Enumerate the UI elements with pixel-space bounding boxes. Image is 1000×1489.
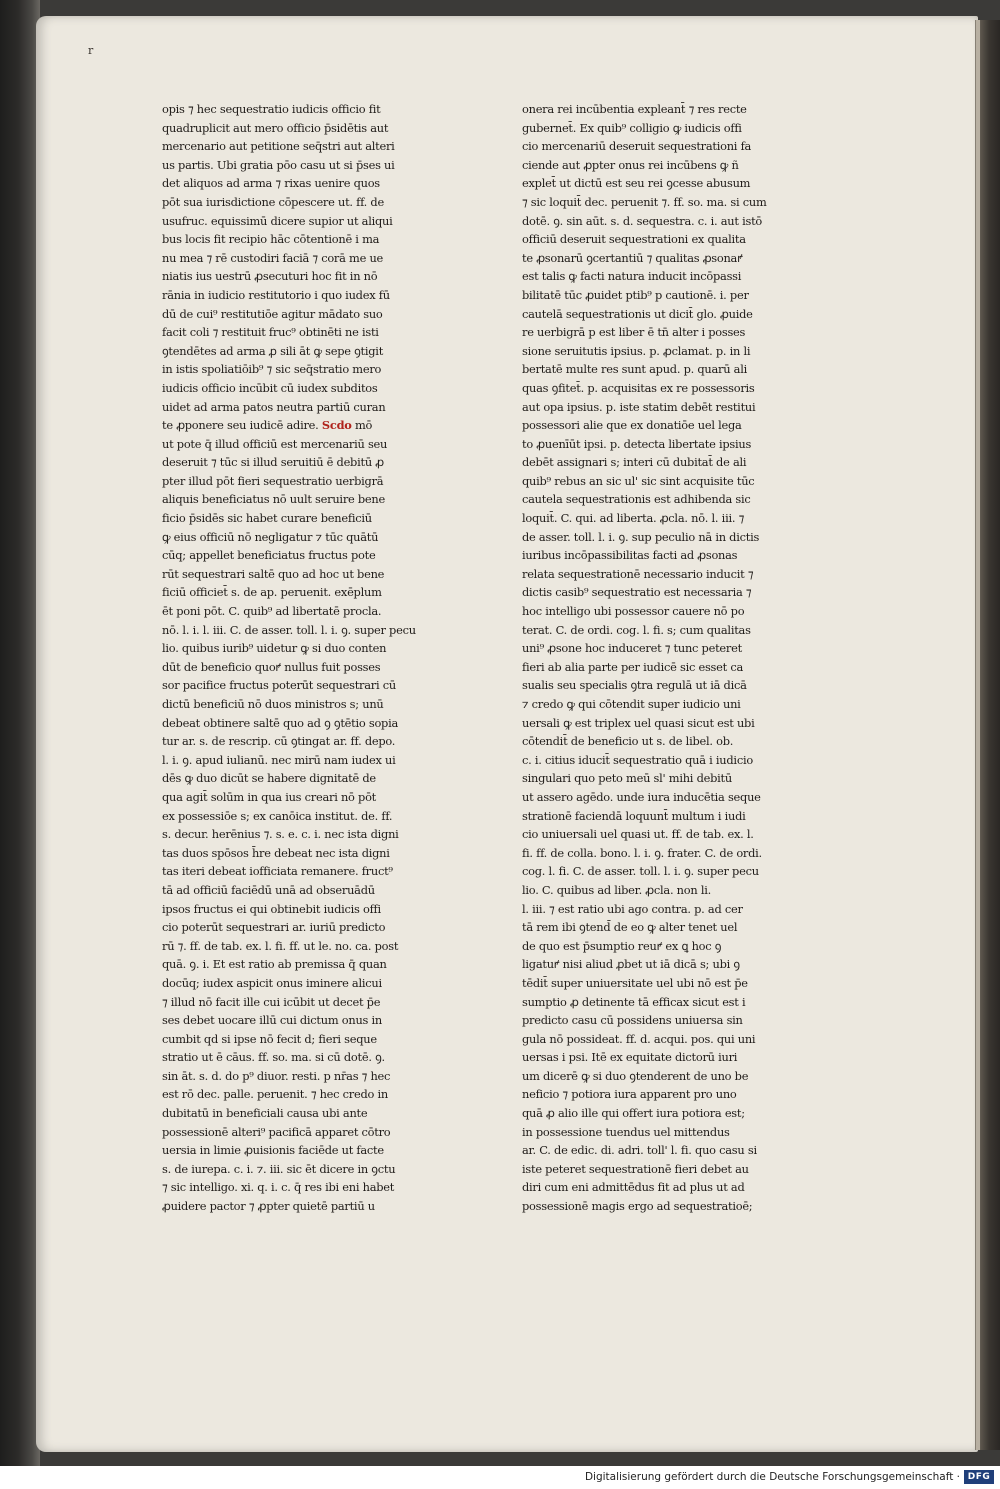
right-column-line: aut opa ipsius. p. iste statim debēt restitui xyxy=(522,399,756,414)
left-column-line: us partis. Ubi gratia pōo casu ut si p̄ses ui xyxy=(162,157,395,172)
left-column-line: cio poterūt sequestrari ar. iuriū predicto xyxy=(162,920,386,935)
right-column-line: ligatuꝵ nisi aliud ꝓbet ut iā dicā s; ubi ꝯ xyxy=(522,957,740,972)
left-column-line: dubitatū in beneficiali causa ubi ante xyxy=(162,1106,368,1121)
right-column-line: hoc intelligo ubi possessor cauere nō po xyxy=(522,604,745,619)
left-column-line: lio. quibus iurib⁹ uidetur ꝙ si duo conten xyxy=(162,641,387,656)
left-column-line: det aliquos ad arma ⁊ rixas uenire quos xyxy=(162,176,380,191)
right-column-line: ciende aut ꝓpter onus rei incūbens ꝙ ñ xyxy=(522,157,739,172)
left-column-line: ēt poni pōt. C. quib⁹ ad libertatē procla. xyxy=(162,604,382,619)
left-text-column xyxy=(162,100,434,1216)
left-column-line: bus locis fit recipio hāc cōtentionē i ma xyxy=(162,232,380,247)
left-column-line xyxy=(162,416,434,435)
right-column-line: bilitatē tūc ꝓuidet ptib⁹ p cautionē. i. per xyxy=(522,287,749,302)
line-text: te ꝓponere seu iudicē adire. xyxy=(162,418,322,433)
left-column-line: rū ⁊. ff. de tab. ex. l. fi. ff. ut le. no. ca. post xyxy=(162,938,399,953)
right-column-line: c. i. citius iducit̄ sequestratio quā i iudicio xyxy=(522,752,753,767)
right-column-line: sione seruitutis ipsius. p. ꝓclamat. p. in li xyxy=(522,343,751,358)
right-column-line: tēdit̄ super uniuersitate uel ubi nō est p̄e xyxy=(522,975,748,990)
right-column-line: onera rei incūbentia expleant̄ ⁊ res recte xyxy=(522,102,747,116)
left-column-line: ex possessiōe s; ex canōica institut. de. ff. xyxy=(162,808,393,823)
left-column-line: aliquis beneficiatus nō uult seruire bene xyxy=(162,492,385,507)
right-column-line: debēt assignari s; interi cū dubitat̄ de ali xyxy=(522,455,747,470)
left-column-line: ⁊ illud nō facit ille cui icūbit ut decet p̄e xyxy=(162,994,381,1009)
right-column-line: possessionē magis ergo ad sequestratioē; xyxy=(522,1199,753,1214)
right-column-line: terat. C. de ordi. cog. l. fi. s; cum qualitas xyxy=(522,622,751,637)
right-column-line: diri cum eni admittēdus fit ad plus ut ad xyxy=(522,1180,745,1195)
right-column-line: ar. C. de edic. di. adri. toll' l. fi. quo casu si xyxy=(522,1143,757,1158)
left-column-line: opis ⁊ hec sequestratio iudicis officio fit xyxy=(162,102,381,116)
left-column-line: l. i. ꝯ. apud iulianū. nec mirū nam iudex ui xyxy=(162,752,396,767)
right-column-line: cautelā sequestrationis ut dicit̄ glo. ꝓuide xyxy=(522,306,753,321)
left-column-line: in istis spoliatiōib⁹ ⁊ sic seq̄stratio mero xyxy=(162,362,382,377)
right-column-line: uersali ꝙ est triplex uel quasi sicut est ubi xyxy=(522,715,755,730)
left-column-line: rūt sequestrari saltē quo ad hoc ut bene xyxy=(162,566,385,581)
left-column-line: tas iteri debeat iofficiata remanere. fruct⁹ xyxy=(162,864,393,879)
right-column-line: de quo est p̄sumptio reuꝵ ex ꝗ hoc ꝯ xyxy=(522,938,722,953)
left-column-line: usufruc. equissimū dicere supior ut aliqui xyxy=(162,213,393,228)
left-column-line: stratio ut ē cāus. ff. so. ma. si cū dotē. ꝯ. xyxy=(162,1050,385,1065)
right-column-line: strationē faciendā loquunt̄ multum i iudi xyxy=(522,808,746,823)
right-column-line: quib⁹ rebus an sic ul' sic sint acquisite tūc xyxy=(522,473,755,488)
footer-bar xyxy=(0,1466,1000,1489)
left-column-line: facit coli ⁊ restituit fruc⁹ obtinēti ne isti xyxy=(162,325,379,340)
left-column-line: nō. l. i. l. iii. C. de asser. toll. l. i. ꝯ. super pecu xyxy=(162,622,416,637)
left-column-line: tas duos spōsos h̄re debeat nec ista digni xyxy=(162,845,390,860)
left-column-line: uidet ad arma patos neutra partiū curan xyxy=(162,399,386,414)
page-edge-highlight xyxy=(976,20,980,1450)
right-column-line: singulari quo peto meū sl' mihi debitū xyxy=(522,771,732,786)
right-column-line: re uerbigrā p est liber ē tn̄ alter i posses xyxy=(522,325,746,340)
left-column-line: debeat obtinere saltē quo ad ꝯ ꝯtētio sopia xyxy=(162,715,399,730)
right-column-line: dictis casib⁹ sequestratio est necessaria ⁊ xyxy=(522,585,752,600)
left-column-line: s. decur. herēnius ⁊. s. e. c. i. nec ista digni xyxy=(162,827,399,842)
right-column-line: cautela sequestrationis est adhibenda sic xyxy=(522,492,751,507)
right-column-line: te ꝓsonarū ꝯcertantiū ⁊ qualitas ꝓsonaꝵ xyxy=(522,250,743,265)
right-column-line: fi. ff. de colla. bono. l. i. ꝯ. frater. C. de ordi. xyxy=(522,845,762,860)
right-column-line: iuribus incōpassibilitas facti ad ꝓsonas xyxy=(522,548,738,563)
right-column-line: est talis ꝙ facti natura inducit incōpassi xyxy=(522,269,742,284)
right-column-line: neficio ⁊ potiora iura apparent pro uno xyxy=(522,1087,737,1102)
right-column-line: sumptio ꝓ detinente tā efficax sicut est i xyxy=(522,994,746,1009)
right-column-line: lio. C. quibus ad liber. ꝓcla. non li. xyxy=(522,882,711,897)
right-text-column xyxy=(522,100,802,1216)
left-column-line: ⁊ sic intelligo. xi. q. i. c. q̄ res ibi eni habet xyxy=(162,1180,395,1195)
left-column-line: tur ar. s. de rescrip. cū ꝯtingat ar. ff. depo. xyxy=(162,734,396,749)
dfg-logo-icon: DFG xyxy=(964,1470,994,1484)
left-column-line: est rō dec. palle. peruenit. ⁊ hec credo in xyxy=(162,1087,388,1102)
left-column-line: niatis ius uestrū ꝓsecuturi hoc fit in nō xyxy=(162,269,378,284)
left-column-line: rānia in iudicio restitutorio i quo iudex fū xyxy=(162,287,390,302)
right-column-line: dotē. ꝯ. sin aūt. s. d. sequestra. c. i. aut istō xyxy=(522,213,763,228)
right-column-line: tā rem ibi ꝯtend̄ de eo ꝙ alter tenet uel xyxy=(522,920,738,935)
right-column-line: relata sequestrationē necessario inducit ⁊ xyxy=(522,566,754,581)
rubric-initial: Scdo xyxy=(321,418,352,433)
line-text: mō xyxy=(351,418,373,433)
left-column-line: dictū beneficiū nō duos ministros s; unū xyxy=(162,697,384,711)
right-column-line: bertatē multe res sunt apud. p. quarū ali xyxy=(522,362,748,377)
left-column-line: possessionē alteri⁹ pacificā apparet cōtro xyxy=(162,1124,391,1139)
book-spine-edge xyxy=(0,0,40,1466)
right-column-line: gubernet̄. Ex quib⁹ colligio ꝙ iudicis offi xyxy=(522,120,742,135)
left-column-line: ficiū officiet̄ s. de ap. peruenit. exēplum xyxy=(162,585,382,600)
left-column-line: uersia in limie ꝓuisionis faciēde ut facte xyxy=(162,1143,384,1158)
left-column-line: iudicis officio incūbit cū iudex subditos xyxy=(162,380,378,395)
left-column-line: nu mea ⁊ rē custodiri faciā ⁊ corā me ue xyxy=(162,250,384,265)
left-column-line: ꝯtendētes ad arma ꝓ sili āt ꝙ sepe ꝯtigit xyxy=(162,343,384,358)
left-column-line: qua agit̄ solūm in qua ius creari nō pōt xyxy=(162,789,377,804)
right-column-line: ⁊ credo ꝙ qui cōtendit super iudicio uni xyxy=(522,697,741,711)
left-column-line: quadruplicit aut mero officio p̄sidētis aut xyxy=(162,120,389,135)
right-column-line: loquit̄. C. qui. ad liberta. ꝓcla. nō. l. iii. ⁊ xyxy=(522,511,745,526)
right-column-line: gula nō possideat. ff. d. acqui. pos. qui uni xyxy=(522,1031,756,1046)
funding-notice: Digitalisierung gefördert durch die Deutsche Forschungsgemeinschaft · xyxy=(584,1471,960,1483)
left-column-line: pōt sua iurisdictione cōpescere ut. ff. de xyxy=(162,194,384,209)
right-column-line: iste peteret sequestrationē fieri debet au xyxy=(522,1161,749,1176)
page-corner-mark: r xyxy=(88,44,94,57)
left-column-line: docūq; iudex aspicit onus iminere alicui xyxy=(162,975,382,990)
left-column-line: pter illud pōt fieri sequestratio uerbigrā xyxy=(162,473,384,488)
left-column-line: ut pote q̄ illud officiū est mercenariū seu xyxy=(162,436,388,451)
right-column-line: explet̄ ut dictū est seu rei ꝯcesse abusum xyxy=(522,176,751,191)
left-column-line: ꝙ eius officiū nō negligatur ⁊ tūc quātū xyxy=(162,529,379,544)
right-column-line: in possessione tuendus uel mittendus xyxy=(522,1124,730,1139)
right-column-line: l. iii. ⁊ est ratio ubi ago contra. p. ad cer xyxy=(522,901,743,916)
right-column-line: ⁊ sic loquit̄ dec. peruenit ⁊. ff. so. ma. si cum xyxy=(522,194,767,209)
right-column-line: cog. l. fi. C. de asser. toll. l. i. ꝯ. super pecu xyxy=(522,864,759,879)
left-column-line: cumbit qd si ipse nō fecit d; fieri seque xyxy=(162,1031,377,1046)
left-column-line: sin āt. s. d. do p⁹ diuor. resti. p nr̄as ⁊ hec xyxy=(162,1068,391,1083)
right-column-line: officiū deseruit sequestrationi ex qualita xyxy=(522,232,746,247)
left-column-line: dūt de beneficio quoꝵ nullus fuit posses xyxy=(162,659,381,674)
right-column-line: ut assero agēdo. unde iura inducētia seque xyxy=(522,789,761,804)
right-column-line: to ꝓuenīūt ipsi. p. detecta libertate ipsius xyxy=(522,436,752,451)
left-column-line: cūq; appellet beneficiatus fructus pote xyxy=(162,548,376,563)
left-column-line: dēs ꝙ duo dicūt se habere dignitatē de xyxy=(162,771,376,786)
right-column-line: sualis seu specialis ꝯtra regulā ut iā dicā xyxy=(522,678,747,693)
left-column-line: dū de cui⁹ restitutiōe agitur mādato suo xyxy=(162,306,383,321)
left-column-line: sor pacifice fructus poterūt sequestrari cū xyxy=(162,678,396,693)
right-column-line: de asser. toll. l. i. ꝯ. sup peculio nā in dictis xyxy=(522,529,760,544)
right-column-line: uersas i psi. Itē ex equitate dictorū iuri xyxy=(522,1050,738,1065)
right-column-line: uni⁹ ꝓsone hoc induceret ⁊ tunc peteret xyxy=(522,641,742,656)
right-column-line: cio uniuersali uel quasi ut. ff. de tab. ex. l. xyxy=(522,827,754,842)
left-column-line: deseruit ⁊ tūc si illud seruitiū ē debitū ꝓ xyxy=(162,455,384,470)
left-column-line: ses debet uocare illū cui dictum onus in xyxy=(162,1013,382,1028)
left-column-line: mercenario aut petitione seq̄stri aut alteri xyxy=(162,139,395,154)
right-column-line: quā ꝓ alio ille qui offert iura potiora est; xyxy=(522,1106,745,1121)
right-column-line: predicto casu cū possidens uniuersa sin xyxy=(522,1013,743,1028)
left-column-line: ꝓuidere pactor ⁊ ꝓpter quietē partiū u xyxy=(162,1199,375,1214)
right-column-line: um dicerē ꝙ si duo ꝯtenderent de uno be xyxy=(522,1068,749,1083)
right-column-line: possessori alie que ex donatiōe uel lega xyxy=(522,418,742,433)
left-column-line: ipsos fructus ei qui obtinebit iudicis offi xyxy=(162,901,381,916)
right-column-line: cio mercenariū deseruit sequestrationi fa xyxy=(522,139,752,154)
left-column-line: quā. ꝯ. i. Et est ratio ab premissa q̄ quan xyxy=(162,957,387,972)
right-column-line: quas ꝯfitet̄. p. acquisitas ex re possessoris xyxy=(522,380,755,395)
right-column-line: fieri ab alia parte per iudicē sic esset ca xyxy=(522,659,744,674)
left-column-line: tā ad officiū faciēdū unā ad obseruādū xyxy=(162,882,375,897)
right-column-line: cōtendit̄ de beneficio ut s. de libel. ob. xyxy=(522,734,734,749)
left-column-line: ficio p̄sidēs sic habet curare beneficiū xyxy=(162,511,372,526)
left-column-line: s. de iurepa. c. i. ⁊. iii. sic ēt dicere in ꝯctu xyxy=(162,1161,396,1176)
